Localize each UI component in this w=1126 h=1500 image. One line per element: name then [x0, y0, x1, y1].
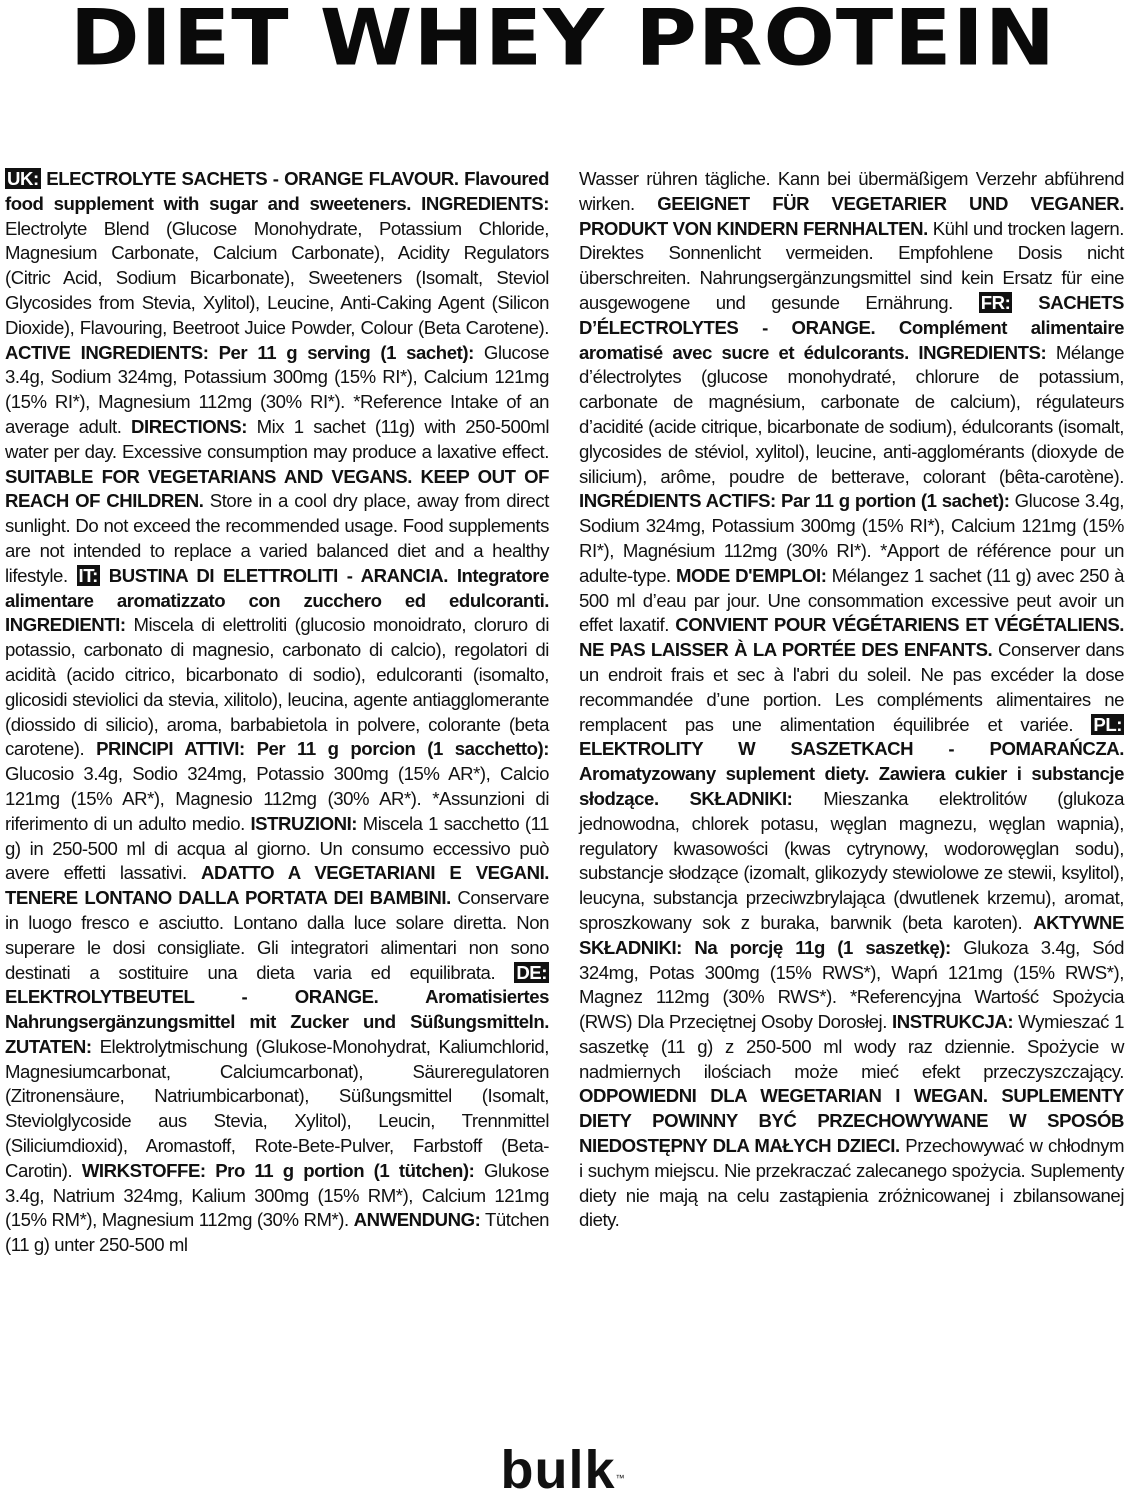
uk-ingredients: Electrolyte Blend (Glucose Monohydrate, Potassium Chloride, Magnesium Carbonate, Calcium Carbonate), Acidity Regulators (Citric Acid, Sodium Bicarbonate), Sweeteners (Isomalt, Steviol Glycosides from Stevia, Xylitol), Leucine, Anti-Caking Agent (Silicon Dioxide), Flavouring, Beetroot Juice Powder, Colour (Beta Carotene).: [5, 217, 549, 338]
uk-warning-heading: SUITABLE FOR VEGETARIANS AND VEGANS. KEEP OUT OF REACH OF CHILDREN.: [5, 465, 549, 512]
page-title: DIET WHEY PROTEIN: [69, 0, 1057, 84]
de-ingredients: Elektrolytmischung (Glukose-Monohydrat, Kaliumchlorid, Magnesiumcarbonat, Calciumcarbonat), Säureregulatoren (Zitronensäure, Natriumbicarbonat), Süßungsmittel (Isomalt, Steviolglycoside aus Stevia, Xylitol), Leucin, Trennmittel (Siliciumdioxid), Aromastoff, Rote-Bete-Pulver, Farbstoff (Beta-Carotin).: [5, 1035, 549, 1181]
it-active-heading: PRINCIPI ATTIVI: Per 11 g porcion (1 sacchetto):: [96, 738, 549, 760]
right-column: [579, 167, 1124, 1233]
lang-tag-uk: UK:: [7, 168, 39, 189]
pl-directions-text: Wymieszać 1 saszetkę (11 g) z 250-500 ml wody raz dziennie. Spożycie w nadmiernych ilościach może mieć efekt przeczyszczający.: [579, 1011, 1124, 1082]
uk-heading: ELECTROLYTE SACHETS - ORANGE FLAVOUR. Flavoured food supplement with sugar and sweeteners. INGREDIENTS:: [5, 168, 549, 214]
lang-tag-fr: FR:: [980, 291, 1011, 313]
it-ingredients: Miscela di elettroliti (glucosio monoidrato, cloruro di potassio, carbonato di magnesio, carbonato di calcio), regolatori di acidità (acido citrico, bicarbonato di sodio), edulcoranti (isomalto, glicosidi steviolici da stevia, xilitolo), leucina, agente antiagglomerante (diossido di silicio), aroma, barbabietola in polvere, colorante (beta carotene).: [5, 614, 549, 760]
lang-tag-de: DE:: [516, 961, 547, 983]
pl-storage-text: Przechowywać w chłodnym i suchym miejscu. Nie przekraczać zalecanego spożycia. Suplementy diety nie mają na celu zastąpienia zróżnicowanej i zbilansowanej diety.: [579, 1135, 1124, 1231]
fr-heading: SACHETS D’ÉLECTROLYTES - ORANGE. Complément alimentaire aromatisé avec sucre et édulcorants. INGREDIENTS:: [579, 291, 1124, 363]
label-text-block-continued: [579, 167, 1124, 1233]
lang-tag-pl: PL:: [1093, 713, 1122, 735]
pl-ingredients: Mieszanka elektrolitów (glukoza jednowodna, chlorek potasu, węglan magnezu, węglan wapnia), regulatory kwasowości (kwas cytrynowy, wodorowęglan sodu), substancje słodzące (izomalt, glikozydy stewiolowe ze stewii, ksylitol), leucyna, substancja przeciwzbrylająca (dwutlenek krzemu), aromat, sproszkowany sok z buraka, barwnik (beta karoten).: [579, 787, 1124, 933]
label-text-block: [5, 167, 549, 1258]
uk-active-text: Glucose 3.4g, Sodium 324mg, Potassium 300mg (15% RI*), Calcium 121mg (15% RI*), Magnesium 112mg (30% RI*). *Reference Intake of an average adult.: [5, 341, 549, 437]
de-directions-text-part2: Wasser rühren tägliche. Kann bei übermäßigem Verzehr abführend wirken.: [579, 168, 1124, 214]
fr-directions-text: Mélangez 1 sachet (11 g) avec 250 à 500 ml d’eau par jour. Une consommation excessive peut avoir un effet laxatif.: [579, 564, 1124, 636]
it-warning-heading: ADATTO A VEGETARIANI E VEGANI. TENERE LONTANO DALLA PORTATA DEI BAMBINI.: [5, 862, 549, 909]
fr-ingredients: Mélange d’électrolytes (glucose monohydraté, chlorure de potassium, carbonate de magnésium, carbonate de calcium), régulateurs d’acidité (acide citrique, bicarbonate de sodium), édulcorants (isomalt, glycosides de stéviol, xylitol), leucine, anti-agglomérants (dioxyde de silicium), arôme, poudre de betterave, colorant (bêta-carotène).: [579, 341, 1124, 487]
lang-tag-it: IT:: [78, 564, 98, 586]
de-heading: ELEKTROLYTBEUTEL - ORANGE. Aromatisiertes Nahrungsergänzungsmittel mit Zucker und Süßungsmitteln. ZUTATEN:: [5, 986, 549, 1057]
pl-active-text: Glukoza 3.4g, Sód 324mg, Potas 300mg (15% RWS*), Wapń 121mg (15% RWS*), Magnez 112mg (30% RWS*). *Referencyjna Wartość Spożycia (RWS) Dla Przeciętnej Osoby Dorosłej.: [579, 936, 1125, 1033]
fr-active-text: Glucose 3.4g, Sodium 324mg, Potassium 300mg (15% RI*), Calcium 121mg (15% RI*), Magnésium 112mg (30% RI*). *Apport de référence pour un adulte-type.: [579, 490, 1124, 586]
de-directions-text-part1: Tütchen (11 g) unter 250-500 ml: [5, 1209, 549, 1256]
pl-directions-heading: INSTRUKCJA:: [892, 1011, 1014, 1033]
uk-active-heading: ACTIVE INGREDIENTS: Per 11 g serving (1 sachet):: [5, 341, 474, 363]
pl-heading: ELEKTROLITY W SASZETKACH - POMARAŃCZA. Aromatyzowany suplement diety. Zawiera cukier i substancje słodzące. SKŁADNIKI:: [579, 738, 1124, 809]
uk-directions-text: Mix 1 sachet (11g) with 250-500ml water per day. Excessive consumption may produce a laxative effect.: [5, 415, 549, 462]
de-active-heading: WIRKSTOFFE: Pro 11 g portion (1 tütchen):: [81, 1159, 475, 1181]
de-storage-text: Kühl und trocken lagern. Direktes Sonnenlicht vermeiden. Empfohlene Dosis nicht überschreiten. Nahrungsergänzungsmittel sind kein Ersatz für eine ausgewogene und gesunde Ernährung.: [579, 217, 1124, 313]
brand-name: bulk: [500, 1440, 616, 1500]
it-directions-text: Miscela 1 sacchetto (11 g) in 250-500 ml di acqua al giorno. Un consumo eccessivo può avere effetti lassativi.: [5, 812, 549, 884]
it-active-text: Glucosio 3.4g, Sodio 324mg, Potassio 300mg (15% AR*), Calcio 121mg (15% AR*), Magnesio 112mg (30% AR*). *Assunzioni di riferimento di un adulto medio.: [5, 763, 549, 834]
it-storage-text: Conservare in luogo fresco e asciutto. Lontano dalla luce solare diretta. Non superare le dosi consigliate. Gli integratori alimentari non sono destinati a sostituire una dieta varia ed equilibrata.: [5, 887, 549, 983]
fr-directions-heading: MODE D'EMPLOI:: [675, 564, 827, 586]
brand-logo: [0, 1440, 1126, 1500]
uk-directions-heading: DIRECTIONS:: [131, 415, 247, 437]
it-heading: BUSTINA DI ELETTROLITI - ARANCIA. Integratore alimentare aromatizzato con zucchero ed edulcoranti. INGREDIENTI:: [5, 564, 549, 636]
de-warning-heading: GEEIGNET FÜR VEGETARIER UND VEGANER. PRODUKT VON KINDERN FERNHALTEN.: [579, 192, 1124, 239]
pl-active-heading: AKTYWNE SKŁADNIKI: Na porcję 11g (1 saszetkę):: [579, 911, 1124, 958]
it-directions-heading: ISTRUZIONI:: [250, 812, 358, 834]
de-directions-heading: ANWENDUNG:: [353, 1209, 481, 1231]
fr-active-heading: INGRÉDIENTS ACTIFS: Par 11 g portion (1 sachet):: [579, 490, 1010, 512]
trademark-symbol: ™: [615, 1473, 626, 1483]
fr-warning-heading: CONVIENT POUR VÉGÉTARIENS ET VÉGÉTALIENS. NE PAS LAISSER À LA PORTÉE DES ENFANTS.: [579, 614, 1124, 661]
pl-warning-heading: ODPOWIEDNI DLA WEGETARIAN I WEGAN. SUPLEMENTY DIETY POWINNY BYĆ PRZECHOWYWANE W SPOSÓB NIEDOSTĘPNY DLA MAŁYCH DZIECI.: [579, 1085, 1124, 1157]
fr-storage-text: Conserver dans un endroit frais et sec à l'abri du soleil. Ne pas excéder la dose recommandée d’une portion. Les compléments alimentaires ne remplacent pas une alimentation équilibrée et variée.: [579, 639, 1125, 735]
uk-storage-text: Store in a cool dry place, away from direct sunlight. Do not exceed the recommended usage. Food supplements are not intended to replace a varied balanced diet and a healthy lifestyle.: [5, 490, 549, 586]
left-column: [5, 167, 549, 1258]
de-active-text: Glukose 3.4g, Natrium 324mg, Kalium 300mg (15% RM*), Calcium 121mg (15% RM*), Magnesium 112mg (30% RM*).: [5, 1159, 550, 1231]
